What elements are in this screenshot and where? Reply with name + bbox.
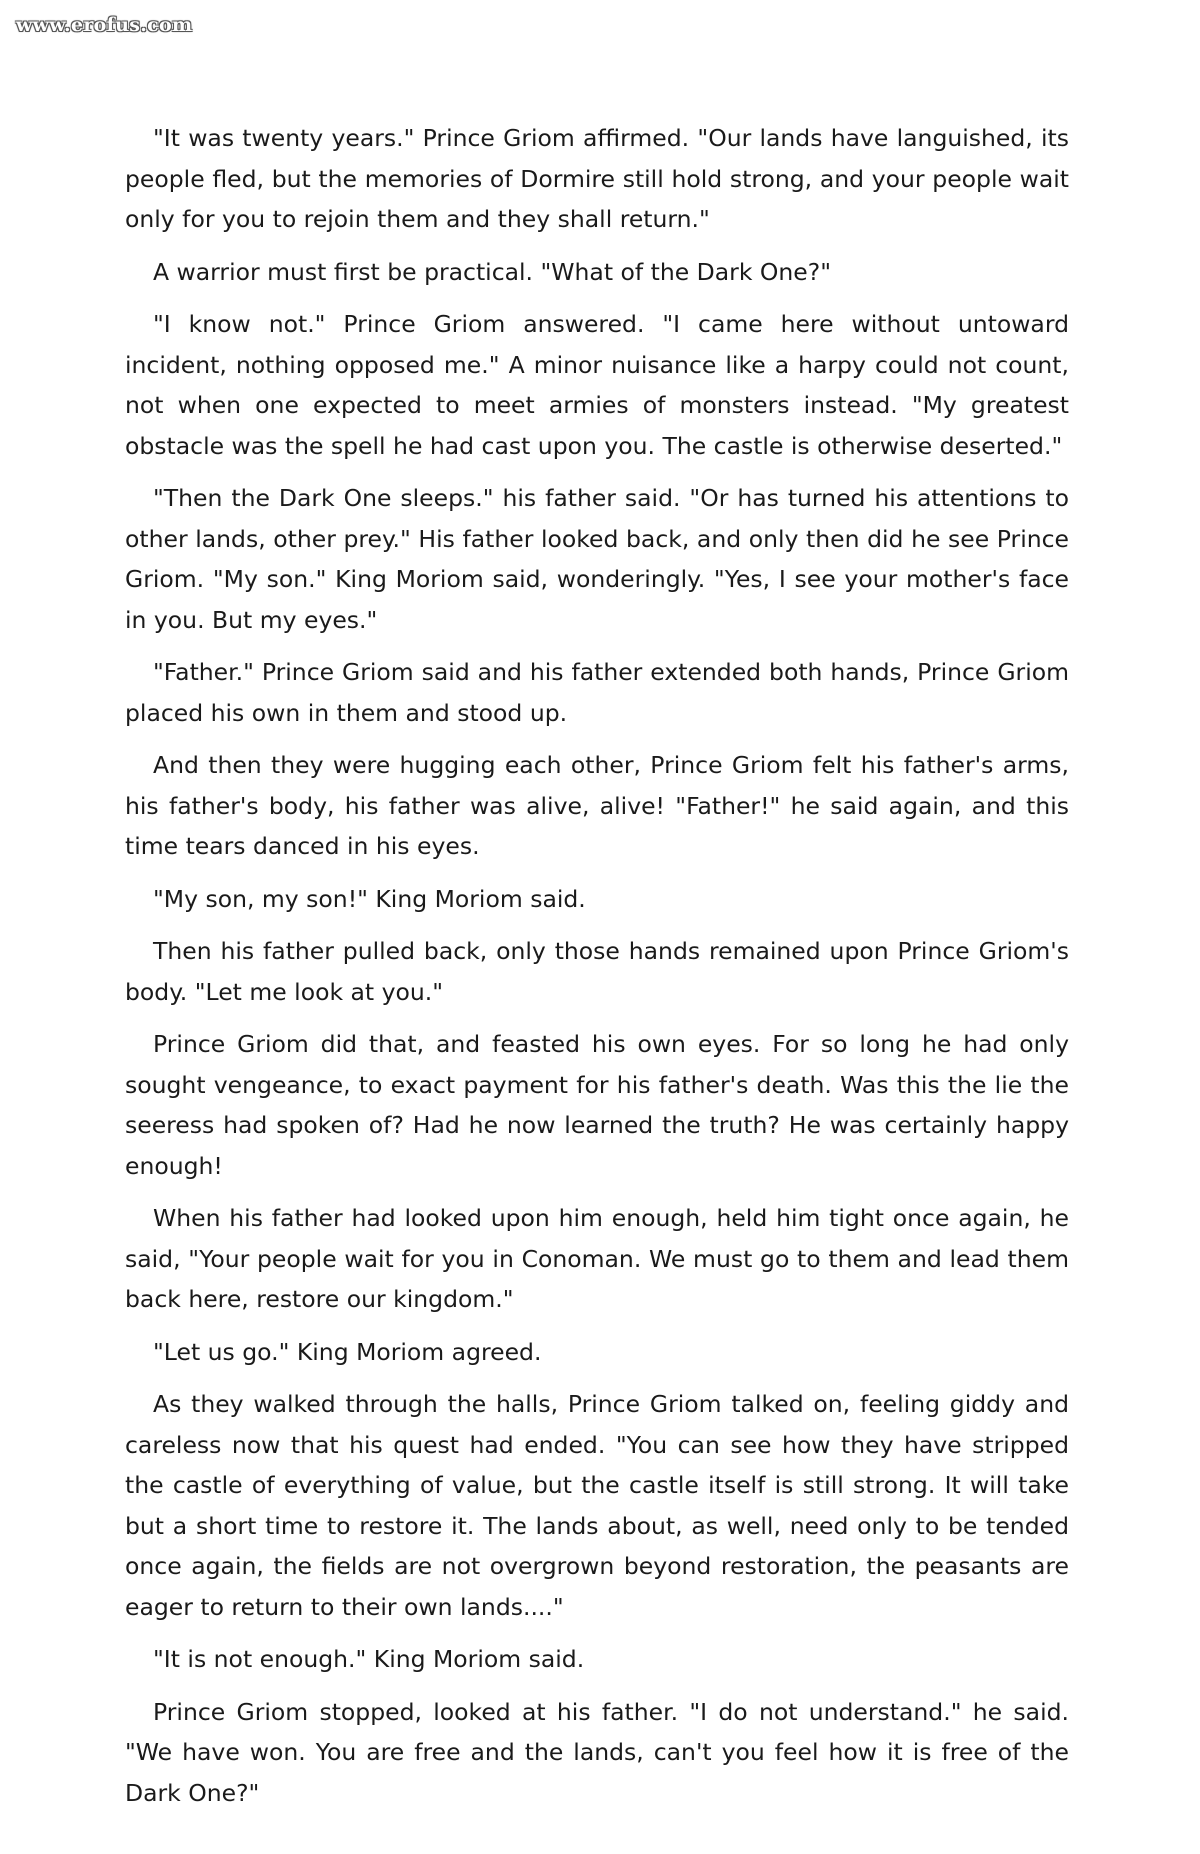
paragraph: As they walked through the halls, Prince Griom talked on, feeling giddy and careless now that his quest had ended. "You can see how they have stripped the castle of everything of value, but the castle itself is still strong. It will take but a short time to restore it. The lands about, as well, need only to be tended once again, the fields are not overgrown beyond restoration, the peasants are eager to return to their own lands...." [125,1390,1069,1621]
paragraph: A warrior must first be practical. "What of the Dark One?" [153,257,832,286]
paragraph: When his father had looked upon him enough, held him tight once again, he said, "Your people wait for you in Conoman. We must go to them and lead them back here, restore our kingdom." [125,1204,1069,1313]
paragraph: "My son, my son!" King Moriom said. [153,884,586,913]
paragraph: "Then the Dark One sleeps." his father said. "Or has turned his attentions to other lands, other prey." His father looked back, and only then did he see Prince Griom. "My son." King Moriom said, wonderingly. "Yes, I see your mother's face in you. But my eyes." [125,484,1069,634]
paragraph: "Let us go." King Moriom agreed. [153,1337,542,1366]
story-text [125,118,1069,1825]
paragraph: Prince Griom did that, and feasted his own eyes. For so long he had only sought vengeance, to exact payment for his father's death. Was this the lie the seeress had spoken of? Had he now learned the truth? He was certainly happy enough! [125,1030,1069,1180]
paragraph: Then his father pulled back, only those hands remained upon Prince Griom's body. "Let me look at you." [125,937,1069,1006]
paragraph: "It was twenty years." Prince Griom affirmed. "Our lands have languished, its people fled, but the memories of Dormire still hold strong, and your people wait only for you to rejoin them and they shall return." [125,124,1069,233]
paragraph: "Father." Prince Griom said and his father extended both hands, Prince Griom placed his own in them and stood up. [125,658,1069,727]
paragraph: And then they were hugging each other, Prince Griom felt his father's arms, his father's body, his father was alive, alive! "Father!" he said again, and this time tears danced in his eyes. [125,751,1069,860]
paragraph: Prince Griom stopped, looked at his father. "I do not understand." he said. "We have won. You are free and the lands, can't you feel how it is free of the Dark One?" [125,1697,1069,1807]
paragraph: "It is not enough." King Moriom said. [153,1645,585,1673]
site-watermark: www.erofus.com [16,14,193,36]
paragraph: "I know not." Prince Griom answered. "I came here without untoward incident, nothing opposed me." A minor nuisance like a harpy could not count, not when one expected to meet armies of monsters instead. "My greatest obstacle was the spell he had cast upon you. The castle is otherwise deserted." [125,310,1069,460]
